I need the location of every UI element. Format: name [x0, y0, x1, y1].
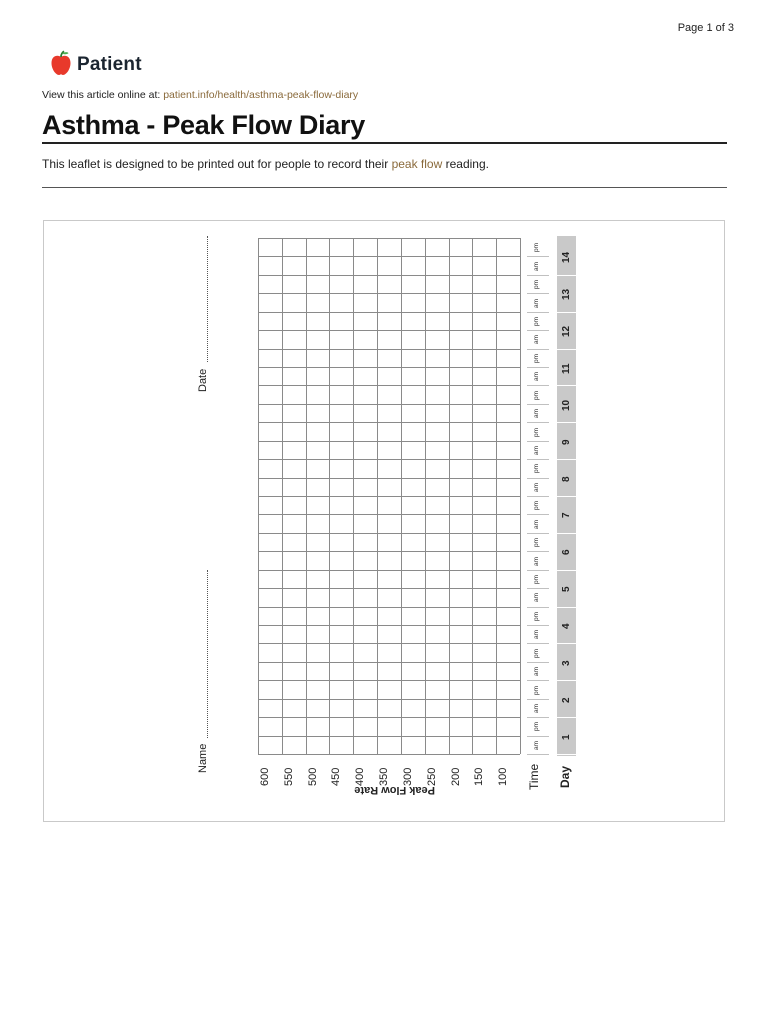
intro-divider — [42, 187, 727, 188]
day-separator — [557, 275, 576, 276]
rate-label: 500 — [306, 767, 319, 786]
time-separator — [527, 367, 549, 368]
grid-hline — [258, 607, 520, 608]
time-separator — [527, 441, 549, 442]
peak-flow-link[interactable]: peak flow — [391, 157, 443, 171]
day-number: 11 — [561, 363, 572, 374]
grid-hline — [258, 422, 520, 423]
grid-hline — [258, 367, 520, 368]
day-separator — [557, 680, 576, 681]
time-label: Time — [527, 763, 541, 790]
time-slot-label: am — [533, 261, 540, 271]
time-separator — [527, 256, 549, 257]
time-slot-label: am — [533, 409, 540, 419]
time-slot-label: am — [533, 630, 540, 640]
time-slot-label: pm — [533, 427, 540, 437]
rate-label: 400 — [354, 767, 367, 786]
time-separator — [527, 680, 549, 681]
time-slot-label: am — [533, 298, 540, 308]
time-separator — [527, 717, 549, 718]
grid-hline — [258, 312, 520, 313]
grid-hline — [258, 330, 520, 331]
time-slot-label: pm — [533, 685, 540, 695]
rate-label: 350 — [378, 767, 391, 786]
time-separator — [527, 404, 549, 405]
time-slot-label: pm — [533, 722, 540, 732]
time-separator — [527, 312, 549, 313]
grid-hline — [258, 275, 520, 276]
time-separator — [527, 570, 549, 571]
time-separator — [527, 459, 549, 460]
day-number: 8 — [561, 476, 572, 482]
day-label: Day — [558, 765, 572, 788]
time-slot-label: pm — [533, 353, 540, 363]
rate-label: 300 — [401, 767, 414, 786]
time-separator — [527, 533, 549, 534]
rate-label: 200 — [449, 767, 462, 786]
day-number: 10 — [561, 399, 572, 411]
day-number: 5 — [561, 586, 572, 593]
title-divider — [42, 142, 727, 144]
time-separator — [527, 662, 549, 663]
grid-hline — [258, 385, 520, 386]
time-slot-label: am — [533, 335, 540, 345]
time-slot-label: pm — [533, 648, 540, 658]
time-slot-label: am — [533, 703, 540, 713]
time-separator — [527, 496, 549, 497]
time-slot-label: pm — [533, 538, 540, 548]
rate-label: 600 — [259, 767, 271, 786]
grid-hline — [258, 256, 520, 257]
day-number: 3 — [561, 660, 572, 666]
peak-flow-rate-axis-label: Peak Flow Rate — [354, 784, 435, 796]
time-separator — [527, 625, 549, 626]
page-number: Page 1 of 3 — [677, 22, 734, 34]
time-slot-label: pm — [533, 501, 540, 511]
grid-hline — [258, 551, 520, 552]
day-number: 1 — [561, 734, 572, 740]
day-number: 9 — [561, 439, 572, 445]
day-number: 14 — [561, 252, 572, 264]
time-slot-label: am — [533, 482, 540, 492]
time-slot-label: pm — [533, 316, 540, 326]
time-slot-label: pm — [533, 574, 540, 584]
time-slot-label: am — [533, 667, 540, 677]
grid-hline — [258, 754, 520, 755]
time-separator — [527, 754, 549, 755]
grid-hline — [258, 699, 520, 700]
page-title: Asthma - Peak Flow Diary — [42, 110, 365, 140]
time-slot-label: am — [533, 445, 540, 455]
time-separator — [527, 349, 549, 350]
name-label: Name — [197, 743, 209, 773]
grid-hline — [258, 514, 520, 515]
time-slot-label: am — [533, 593, 540, 603]
time-slot-label: am — [533, 556, 540, 566]
day-separator — [557, 607, 576, 608]
rate-label: 550 — [282, 767, 295, 786]
rate-label: 100 — [497, 767, 510, 786]
day-number: 12 — [561, 326, 572, 338]
grid-hline — [258, 293, 520, 294]
time-slot-label: pm — [533, 280, 540, 290]
day-separator — [557, 754, 576, 755]
rate-label: 250 — [425, 767, 438, 786]
time-separator — [527, 607, 549, 608]
rate-label: 150 — [473, 767, 486, 786]
time-slot-label: am — [533, 519, 540, 529]
article-link[interactable]: patient.info/health/asthma-peak-flow-diary — [163, 89, 359, 101]
day-number: 4 — [561, 623, 572, 629]
time-separator — [527, 385, 549, 386]
day-number: 7 — [561, 512, 572, 519]
day-separator — [557, 570, 576, 571]
time-slot-label: pm — [533, 611, 540, 621]
time-slot-label: pm — [533, 390, 540, 400]
grid-hline — [258, 459, 520, 460]
grid-hline — [258, 238, 520, 239]
intro-text — [42, 157, 489, 171]
grid-vline — [520, 238, 521, 754]
day-separator — [557, 349, 576, 350]
day-separator — [557, 643, 576, 644]
apple-logo-icon — [50, 50, 72, 81]
grid-hline — [258, 478, 520, 479]
time-separator — [527, 699, 549, 700]
day-separator — [557, 496, 576, 497]
time-separator — [527, 330, 549, 331]
grid-hline — [258, 496, 520, 497]
time-separator — [527, 736, 549, 737]
time-separator — [527, 293, 549, 294]
grid-hline — [258, 680, 520, 681]
day-separator — [557, 459, 576, 460]
grid-hline — [258, 588, 520, 589]
day-number: 2 — [561, 697, 572, 703]
grid-hline — [258, 625, 520, 626]
day-number: 13 — [561, 289, 572, 301]
day-separator — [557, 312, 576, 313]
view-online-line — [42, 89, 358, 101]
grid-hline — [258, 736, 520, 737]
rate-label: 450 — [330, 767, 343, 786]
grid-hline — [258, 662, 520, 663]
date-field[interactable] — [207, 236, 208, 362]
patient-logo[interactable] — [50, 52, 142, 78]
view-prefix: View this article online at: — [42, 89, 161, 101]
grid-hline — [258, 717, 520, 718]
grid-hline — [258, 570, 520, 571]
name-field[interactable] — [207, 570, 208, 738]
grid-hline — [258, 349, 520, 350]
day-separator — [557, 385, 576, 386]
time-separator — [527, 588, 549, 589]
time-slot-label: am — [533, 372, 540, 382]
logo-text: Patient — [77, 54, 142, 75]
grid-hline — [258, 404, 520, 405]
intro-after: reading. — [445, 157, 489, 171]
grid-hline — [258, 643, 520, 644]
time-separator — [527, 275, 549, 276]
date-label: Date — [197, 368, 209, 392]
day-separator — [557, 422, 576, 423]
time-slot-label: pm — [533, 464, 540, 474]
time-separator — [527, 551, 549, 552]
peak-flow-grid[interactable] — [258, 238, 520, 754]
time-slot-label: pm — [533, 243, 540, 253]
grid-hline — [258, 533, 520, 534]
time-separator — [527, 478, 549, 479]
day-separator — [557, 533, 576, 534]
grid-hline — [258, 441, 520, 442]
time-separator — [527, 643, 549, 644]
time-separator — [527, 422, 549, 423]
time-separator — [527, 514, 549, 515]
day-separator — [557, 717, 576, 718]
day-number: 6 — [561, 549, 572, 556]
intro-before: This leaflet is designed to be printed out for people to record their — [42, 157, 389, 171]
time-slot-label: am — [533, 740, 540, 750]
